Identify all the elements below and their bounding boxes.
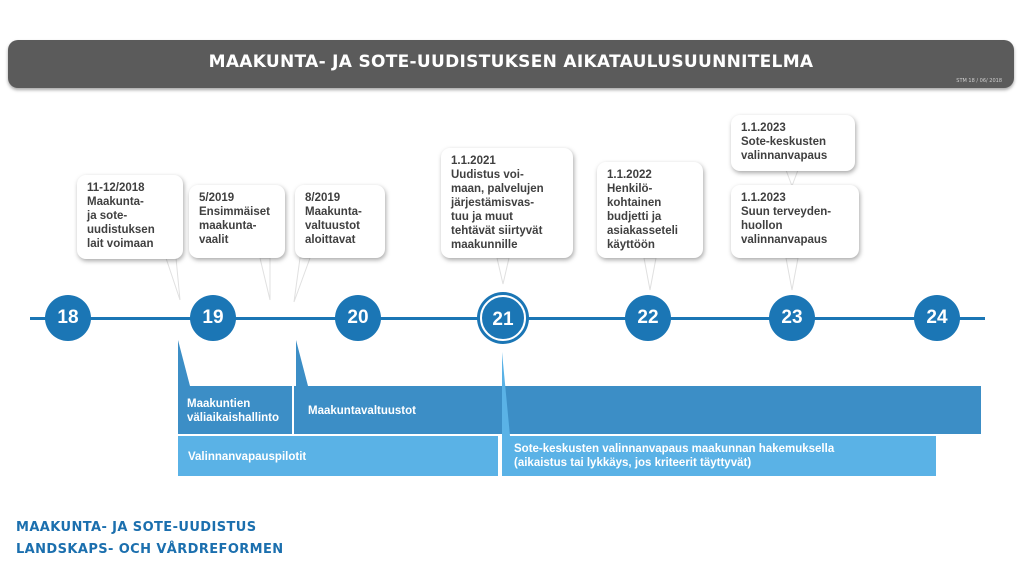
year-marker-23: 23 — [769, 295, 815, 341]
bar-valinnanvapauspilotit — [178, 436, 498, 476]
callout-personal-budget — [597, 162, 703, 258]
year-marker-20: 20 — [335, 295, 381, 341]
callout-tail-7 — [786, 258, 798, 290]
callout-text: 8/2019 Maakunta- valtuustot aloittavat — [305, 192, 362, 246]
callout-tail-3 — [294, 258, 310, 302]
callout-councils-start — [295, 185, 385, 258]
callout-tail-4 — [497, 258, 509, 284]
callout-oral-health-freedom-of-choice — [731, 185, 859, 258]
bar-label: Valinnanvapauspilotit — [188, 451, 307, 463]
year-marker-21: 21 — [480, 295, 526, 341]
callout-text: 5/2019 Ensimmäiset maakunta- vaalit — [199, 192, 270, 246]
page-title: MAAKUNTA- JA SOTE-UUDISTUKSEN AIKATAULUSUUNNITELMA — [208, 52, 814, 72]
wedge-maakuntavaltuustot — [296, 340, 308, 386]
year-marker-19: 19 — [190, 295, 236, 341]
callout-text: 1.1.2021 Uudistus voi- maan, palvelujen järjestämisvas- tuu ja muut tehtävät siirtyvät maakunnille — [451, 155, 544, 251]
footer-line-2: LANDSKAPS- OCH VÅRDREFORMEN — [16, 542, 284, 557]
wedge-valiaikaishallinto — [178, 340, 190, 386]
bar-label: Maakuntien väliaikaishallinto — [187, 398, 280, 424]
callout-tail-2 — [260, 258, 270, 300]
callout-tail-6 — [786, 170, 798, 186]
bar-maakuntien-valiaikaishallinto — [178, 386, 292, 434]
footer-line-1: MAAKUNTA- JA SOTE-UUDISTUS — [16, 520, 257, 535]
year-marker-18: 18 — [45, 295, 91, 341]
year-marker-22: 22 — [625, 295, 671, 341]
callout-text: 1.1.2023 Sote-keskusten valinnanvapaus — [741, 122, 828, 162]
callout-tail-5 — [644, 258, 656, 290]
callout-elections — [189, 185, 285, 258]
bar-label: Sote-keskusten valinnanvapaus maakunnan hakemuksella (aikaistus tai lykkäys, jos kriteerit täyttyvät) — [514, 443, 835, 469]
callout-tail-1 — [166, 258, 180, 300]
callout-sote-freedom-of-choice — [731, 115, 855, 171]
bar-sote-keskusten-valinnanvapaus — [502, 436, 936, 476]
year-marker-24: 24 — [914, 295, 960, 341]
callout-text: 1.1.2023 Suun terveyden- huollon valinnanvapaus — [741, 192, 832, 246]
callout-reform-in-force — [441, 148, 573, 258]
callout-text: 11-12/2018 Maakunta- ja sote- uudistuksen lait voimaan — [87, 182, 155, 250]
callout-laws-in-force — [77, 175, 183, 259]
bar-label: Maakuntavaltuustot — [308, 405, 416, 417]
title-bar — [8, 40, 1014, 88]
callout-text: 1.1.2022 Henkilö- kohtainen budjetti ja asiakasseteli käyttöön — [607, 169, 678, 251]
bar-maakuntavaltuustot — [294, 386, 981, 434]
document-code: STM 18 / 06/ 2018 — [956, 78, 1002, 84]
